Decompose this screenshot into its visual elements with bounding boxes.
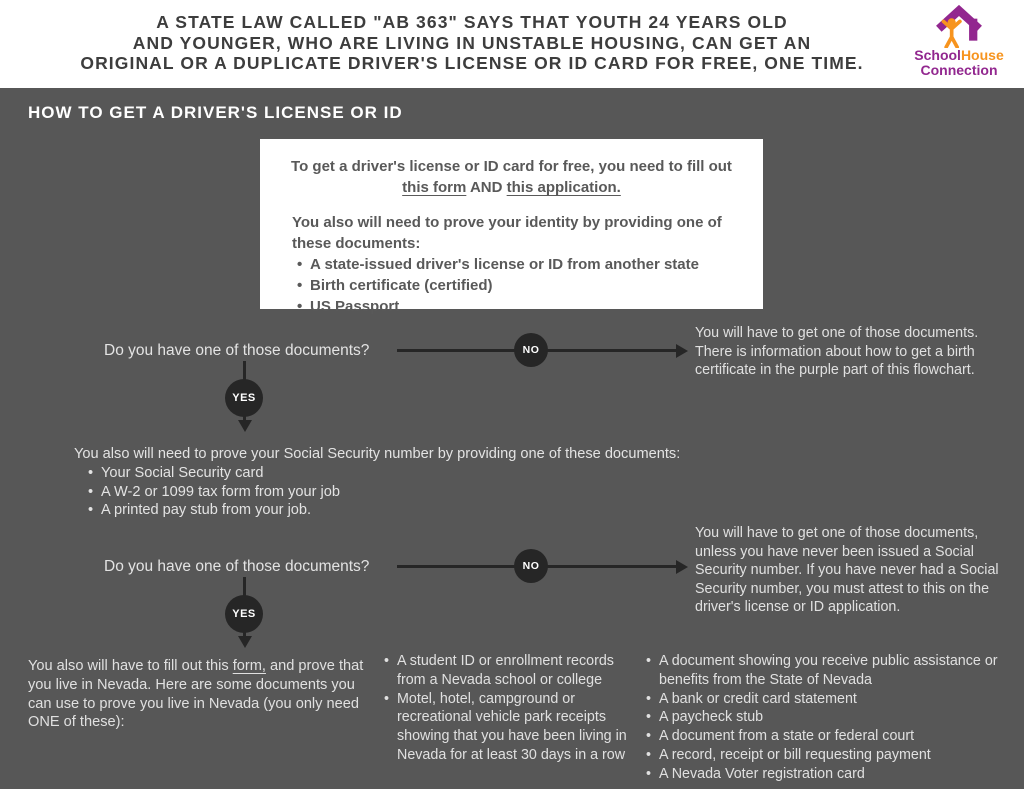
- question-2: Do you have one of those documents?: [104, 558, 370, 575]
- schoolhouse-connection-logo: [908, 4, 1010, 78]
- flowchart-canvas: [0, 88, 1024, 789]
- list-item: • Your Social Security card: [101, 464, 714, 483]
- list-item: • Motel, hotel, campground or recreational vehicle park receipts showing that you have been living in Nevada for at least 30 days in a row: [397, 690, 645, 765]
- yes-arrowhead-1: [238, 420, 252, 432]
- headline-line-2: AND YOUNGER, WHO ARE LIVING IN UNSTABLE HOUSING, CAN GET AN: [132, 32, 812, 53]
- this-form-link[interactable]: this form: [402, 179, 467, 196]
- list-item: • A W-2 or 1099 tax form from your job: [101, 483, 714, 502]
- residency-form-link[interactable]: form,: [232, 658, 266, 674]
- nevada-intro-part1: You also will have to fill out this: [28, 658, 233, 674]
- question-1: Do you have one of those documents?: [104, 342, 370, 359]
- list-item: • A student ID or enrollment records from a Nevada school or college: [397, 652, 645, 690]
- list-item: • A Nevada Voter registration card: [659, 765, 1019, 784]
- ssn-section: [74, 445, 714, 520]
- residency-documents-column-1: [383, 652, 645, 765]
- instruction-text: To get a driver's license or ID card for free, you need to fill out: [291, 158, 732, 175]
- list-item: • A paycheck stub: [659, 708, 1019, 727]
- no-badge-1: NO: [514, 333, 548, 367]
- logo-wordmark-line1: [908, 48, 1010, 63]
- list-item: • A state-issued driver's license or ID from another state: [310, 254, 743, 275]
- nevada-residency-intro: [28, 657, 368, 732]
- fill-out-instruction: [280, 156, 743, 198]
- list-item: • Birth certificate (certified): [310, 275, 743, 296]
- logo-house-text: House: [960, 47, 1004, 63]
- residency-documents-column-2: [645, 652, 1019, 784]
- yes-badge-1: YES: [225, 379, 263, 417]
- identity-intro: You also will need to prove your identity by providing one of these documents:: [292, 214, 722, 252]
- nevada-intro-part2: and prove that you live in Nevada. Here are some documents you can use to prove you live in Nevada (you only need ONE of these):: [28, 658, 364, 731]
- identity-document-list: [280, 254, 743, 317]
- list-item: • US Passport: [310, 296, 743, 317]
- residency-document-list-1: [383, 652, 645, 765]
- this-application-link[interactable]: this application.: [506, 179, 621, 196]
- no-result-2: You will have to get one of those documents, unless you have never been issued a Social Security number. If you have never had a Social Security number, you must attest to this on the driver's license or ID application.: [695, 525, 999, 616]
- header-banner: [0, 0, 1024, 88]
- law-headline: [40, 12, 904, 74]
- list-item: • A record, receipt or bill requesting payment: [659, 746, 1019, 765]
- yes-badge-2: YES: [225, 595, 263, 633]
- list-item: • A document from a state or federal court: [659, 727, 1019, 746]
- yes-arrowhead-2: [238, 636, 252, 648]
- logo-wordmark-line2: Connection: [920, 62, 998, 78]
- no-badge-2: NO: [514, 549, 548, 583]
- ssn-document-list: [74, 464, 714, 520]
- requirements-info-box: [260, 139, 763, 315]
- house-person-icon: [908, 4, 1010, 48]
- list-item: • A bank or credit card statement: [659, 690, 1019, 709]
- section-title: HOW TO GET A DRIVER'S LICENSE OR ID: [28, 103, 403, 122]
- logo-school-text: School: [914, 47, 961, 63]
- and-text: AND: [469, 179, 503, 196]
- list-item: • A printed pay stub from your job.: [101, 501, 714, 520]
- residency-document-list-2: [645, 652, 1019, 784]
- list-item: • A document showing you receive public assistance or benefits from the State of Nevada: [659, 652, 1019, 690]
- headline-line-1: A STATE LAW CALLED "AB 363" SAYS THAT YOUTH 24 YEARS OLD: [156, 12, 788, 32]
- headline-line-3: ORIGINAL OR A DUPLICATE DRIVER'S LICENSE OR ID CARD FOR FREE, ONE TIME.: [80, 53, 864, 73]
- ssn-intro: You also will need to prove your Social Security number by providing one of these documents:: [74, 446, 681, 462]
- no-result-1: You will have to get one of those documents. There is information about how to get a birth certificate in the purple part of this flowchart.: [695, 325, 979, 379]
